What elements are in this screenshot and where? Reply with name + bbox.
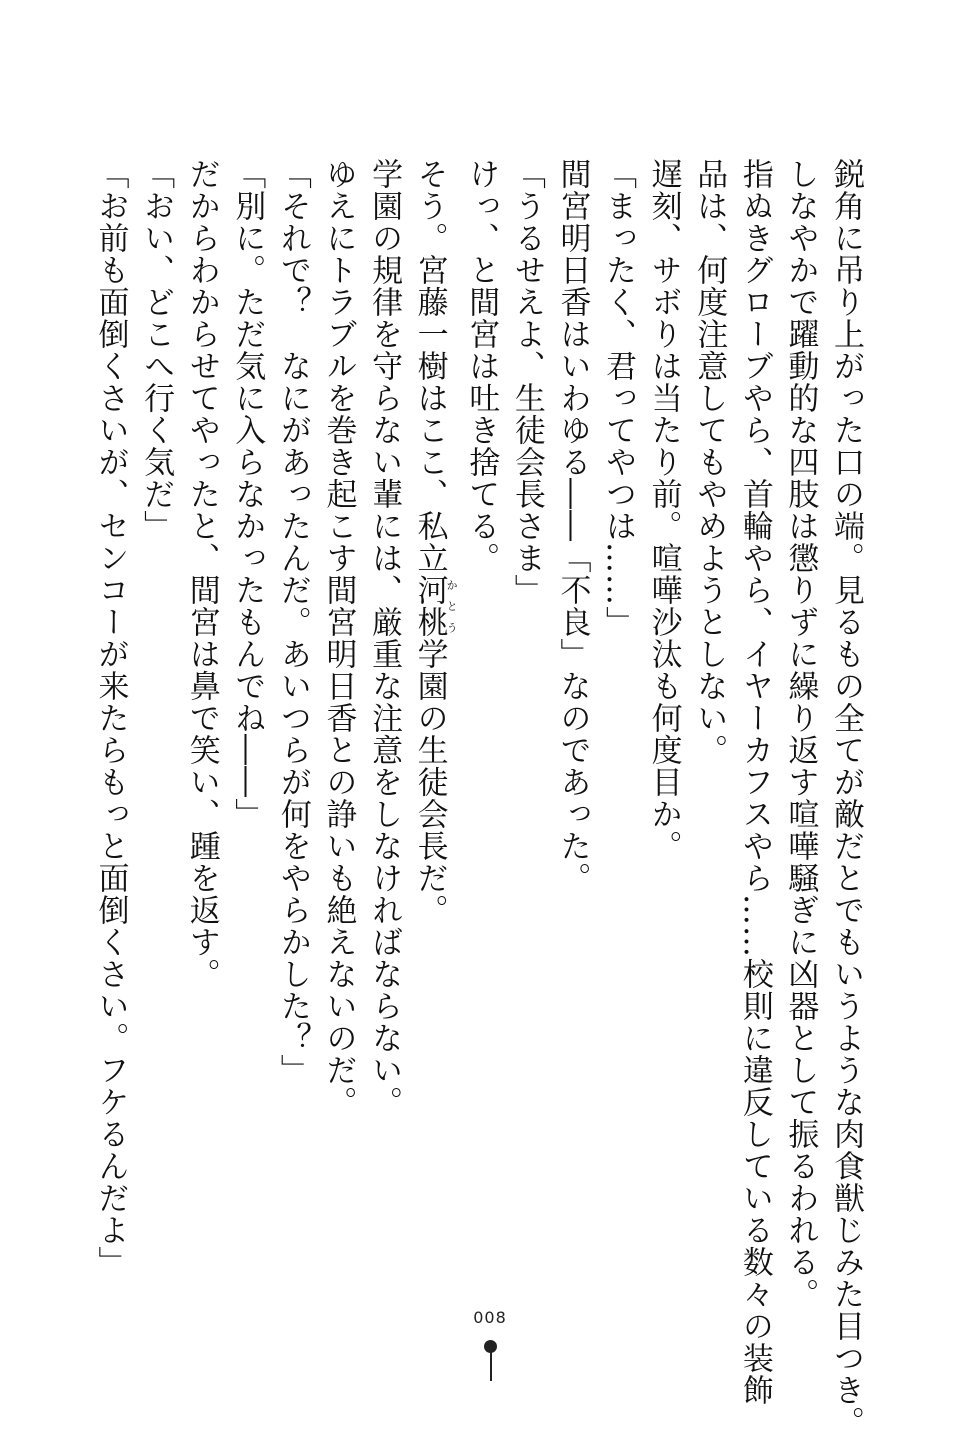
ruby-annotation: [411, 574, 459, 638]
text-line: けっ、と間宮は吐き捨てる。: [463, 158, 500, 574]
text-line: 鋭角に吊り上がった口の端。見るもの全てが敵だとでもいうような肉食獣じみた目つき。: [828, 158, 864, 1438]
text-line: しなやかで躍動的な四肢は懲りずに繰り返す喧嘩騒ぎに凶器として振るわれる。: [782, 158, 819, 1310]
text-line: 「まったく、君ってやつは……」: [600, 158, 637, 638]
text-line: だからわからせてやったと、間宮は鼻で笑い、踵を返す。: [183, 158, 220, 990]
text-line: 「おい、どこへ行く気だ」: [138, 158, 175, 542]
ruby-base: 河桃: [411, 574, 448, 638]
text-segment: そう。宮藤一樹はここ、私立: [411, 158, 448, 574]
text-line: 「別に。ただ気に入らなかったもんでね――」: [229, 158, 266, 830]
text-line: 「お前も面倒くさいが、センコーが来たらもっと面倒くさい。フケるんだよ」: [92, 158, 129, 1278]
text-segment: 学園の生徒会長だ。: [411, 638, 448, 926]
ruby-reading: かとう: [445, 574, 459, 638]
text-line: 指ぬきグローブやら、首輪やら、イヤーカフスやら……校則に違反している数々の装飾: [736, 158, 773, 1406]
text-line: 学園の規律を守らない輩には、厳重な注意をしなければならない。: [366, 158, 403, 1118]
text-line: ゆえにトラブルを巻き起こす間宮明日香との諍いも絶えないのだ。: [320, 158, 357, 1118]
text-line: 品は、何度注意してもやめようとしない。: [691, 158, 728, 766]
page-number: 008: [473, 1308, 507, 1327]
text-line-with-ruby: [406, 158, 458, 1168]
text-line: 「それで？ なにがあったんだ。あいつらが何をやらかした？」: [274, 158, 311, 1086]
text-line: 間宮明日香はいわゆる――「不良」なのであった。: [554, 158, 591, 894]
page-marker-line: [490, 1352, 492, 1381]
text-line: 遅刻、サボりは当たり前。喧嘩沙汰も何度目か。: [645, 158, 682, 862]
text-line: 「うるせえよ、生徒会長さま」: [508, 158, 545, 606]
